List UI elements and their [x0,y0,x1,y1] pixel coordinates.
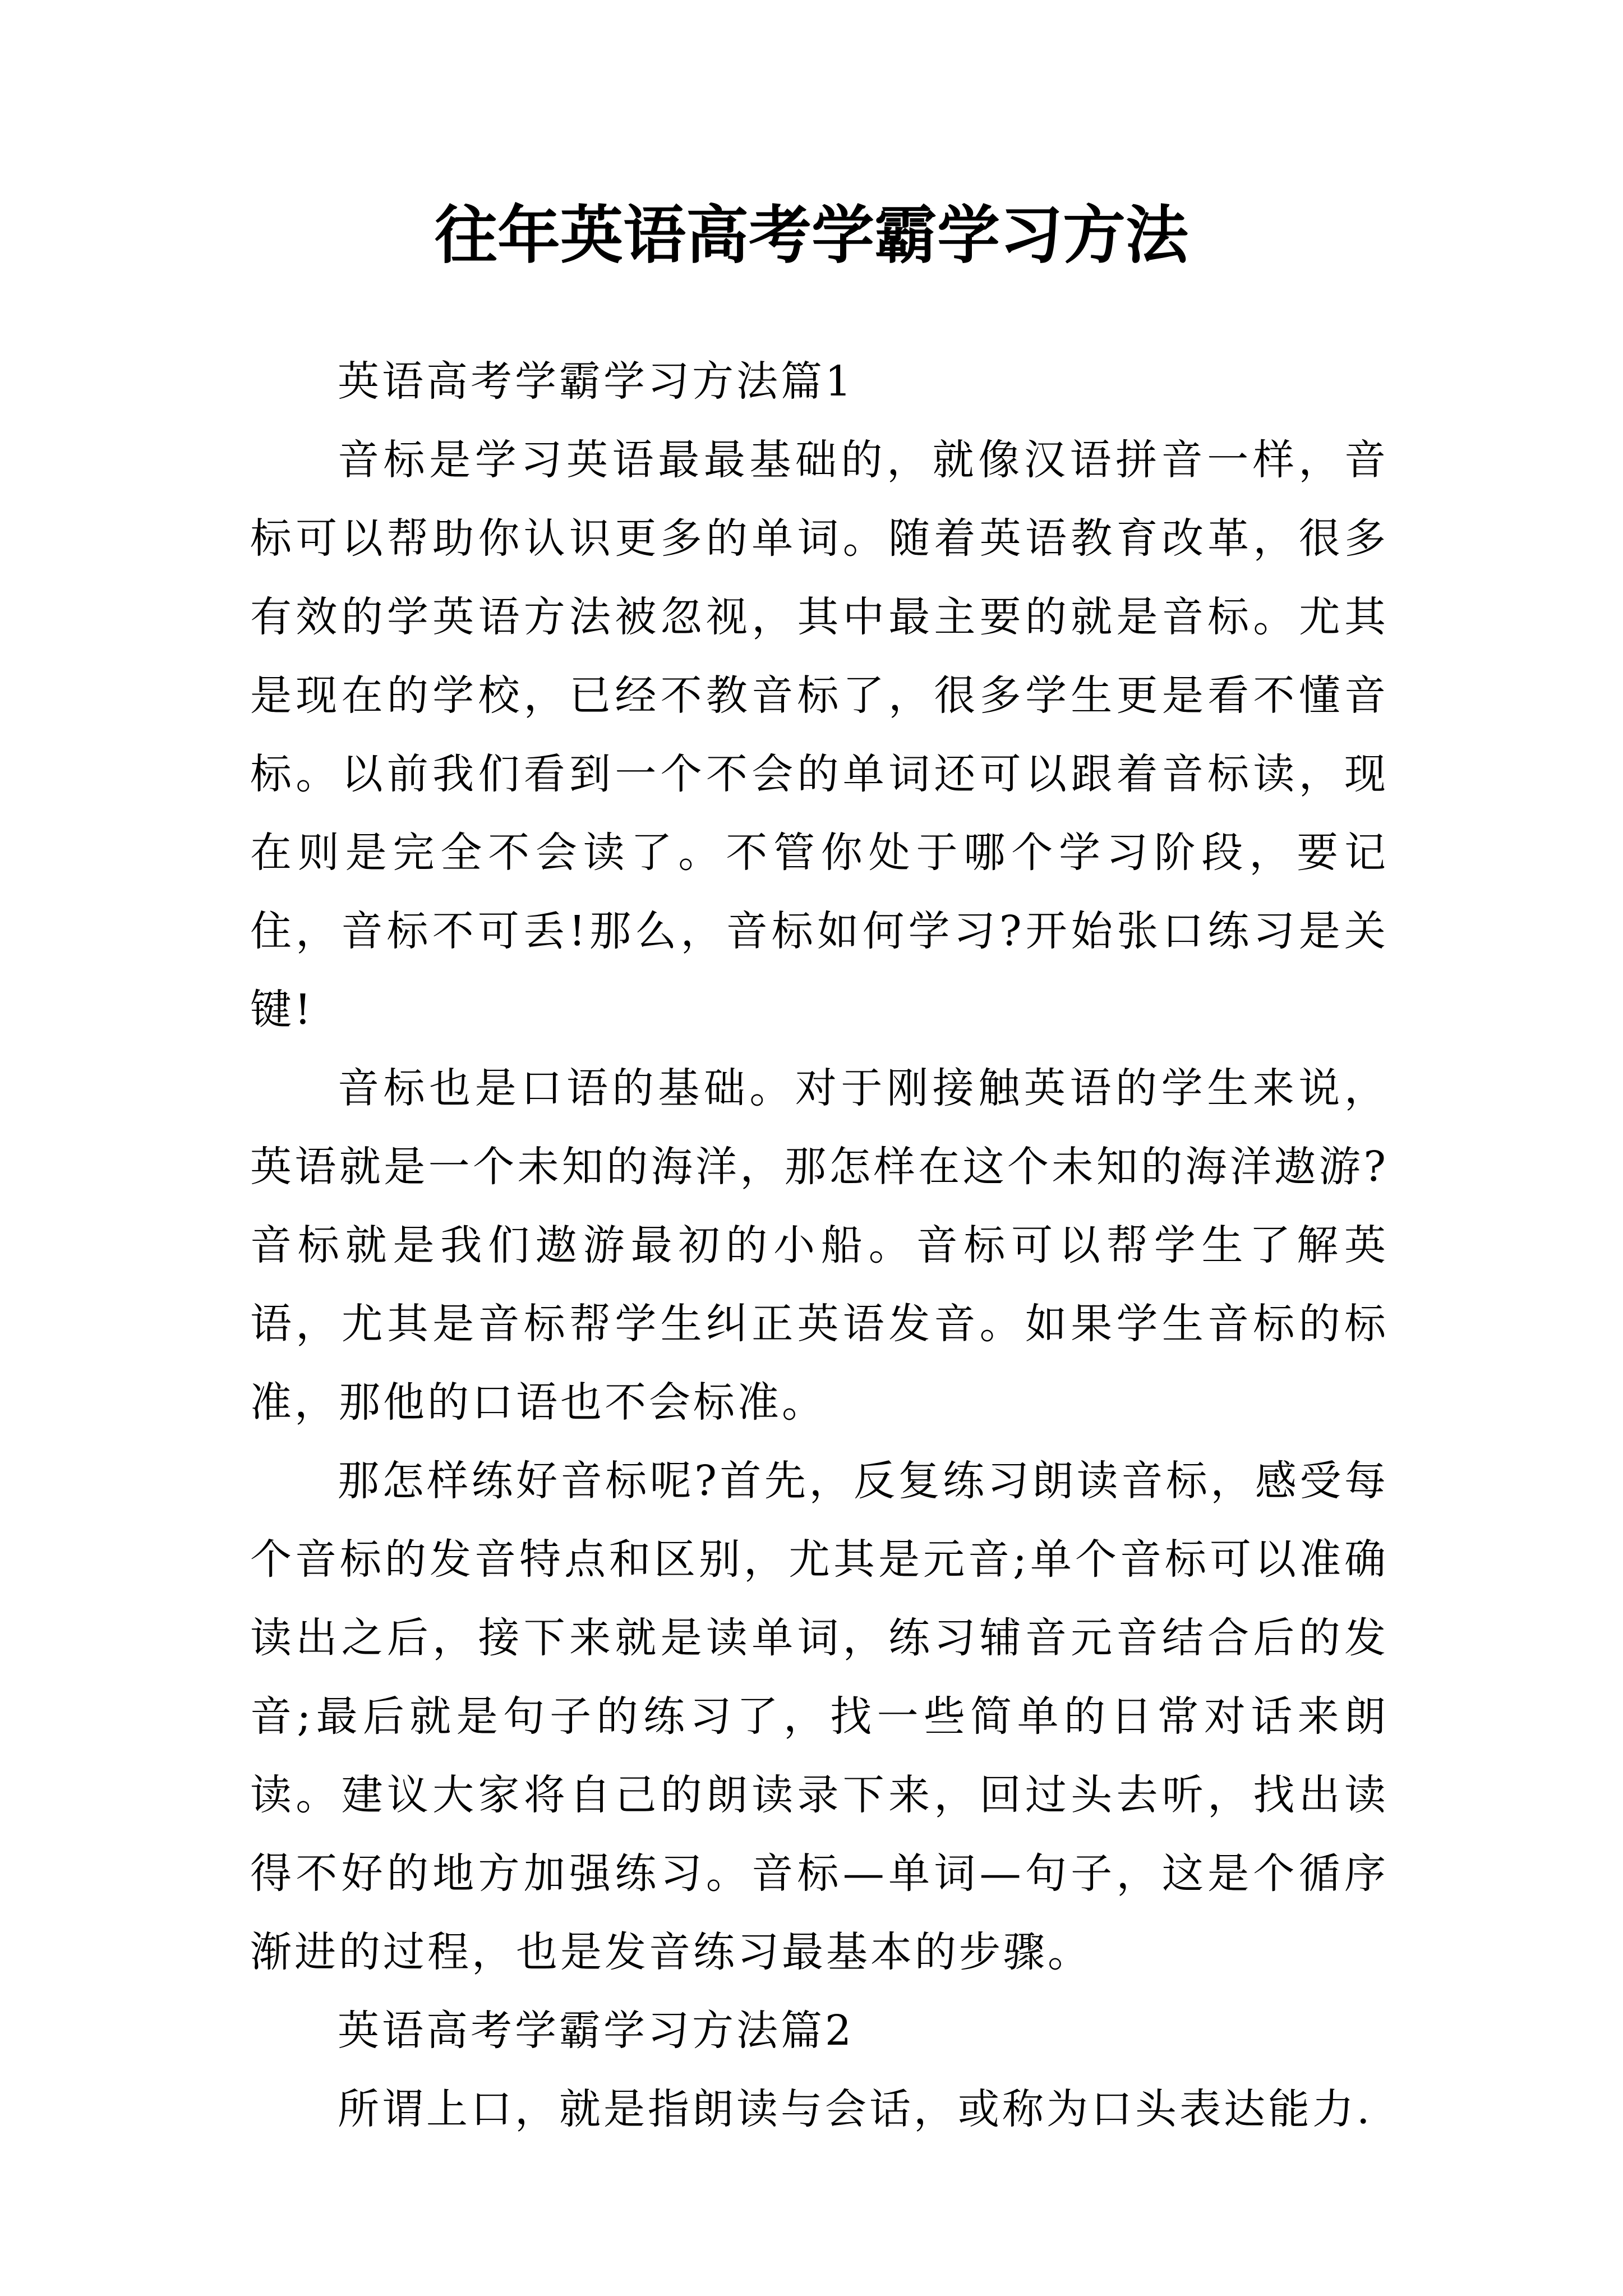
section-heading-1: 英语高考学霸学习方法篇1 [338,357,855,406]
section-heading-2: 英语高考学霸学习方法篇2 [338,2007,855,2055]
paragraph: 音标是学习英语最最基础的，就像汉语拼音一样，音标可以帮助你认识更多的单词。随着英语教育改革，很多有效的学英语方法被忽视，其中最主要的就是音标。尤其是现在的学校，已经不教音标了，很多学生更是看不懂音标。以前我们看到一个不会的单词还可以跟着音标读，现在则是完全不会读了。不管你处于哪个学习阶段，要记住，音标不可丢!那么，音标如何学习?开始张口练习是关键! [250,436,1389,1034]
paragraph: 所谓上口，就是指朗读与会话，或称为口头表达能力. [338,2085,1373,2133]
document-body [250,342,1389,2148]
paragraph: 那怎样练好音标呢?首先，反复练习朗读音标，感受每个音标的发音特点和区别，尤其是元音;单个音标可以准确读出之后，接下来就是读单词，练习辅音元音结合后的发音;最后就是句子的练习了，找一些简单的日常对话来朗读。建议大家将自己的朗读录下来，回过头去听，找出读得不好的地方加强练习。音标—单词—句子，这是个循序渐进的过程，也是发音练习最基本的步骤。 [250,1457,1389,1976]
document-title: 往年英语高考学霸学习方法 [435,199,1188,272]
paragraph: 音标也是口语的基础。对于刚接触英语的学生来说，英语就是一个未知的海洋，那怎样在这个未知的海洋遨游?音标就是我们遨游最初的小船。音标可以帮学生了解英语，尤其是音标帮学生纠正英语发音。如果学生音标的标准，那他的口语也不会标准。 [250,1064,1389,1427]
